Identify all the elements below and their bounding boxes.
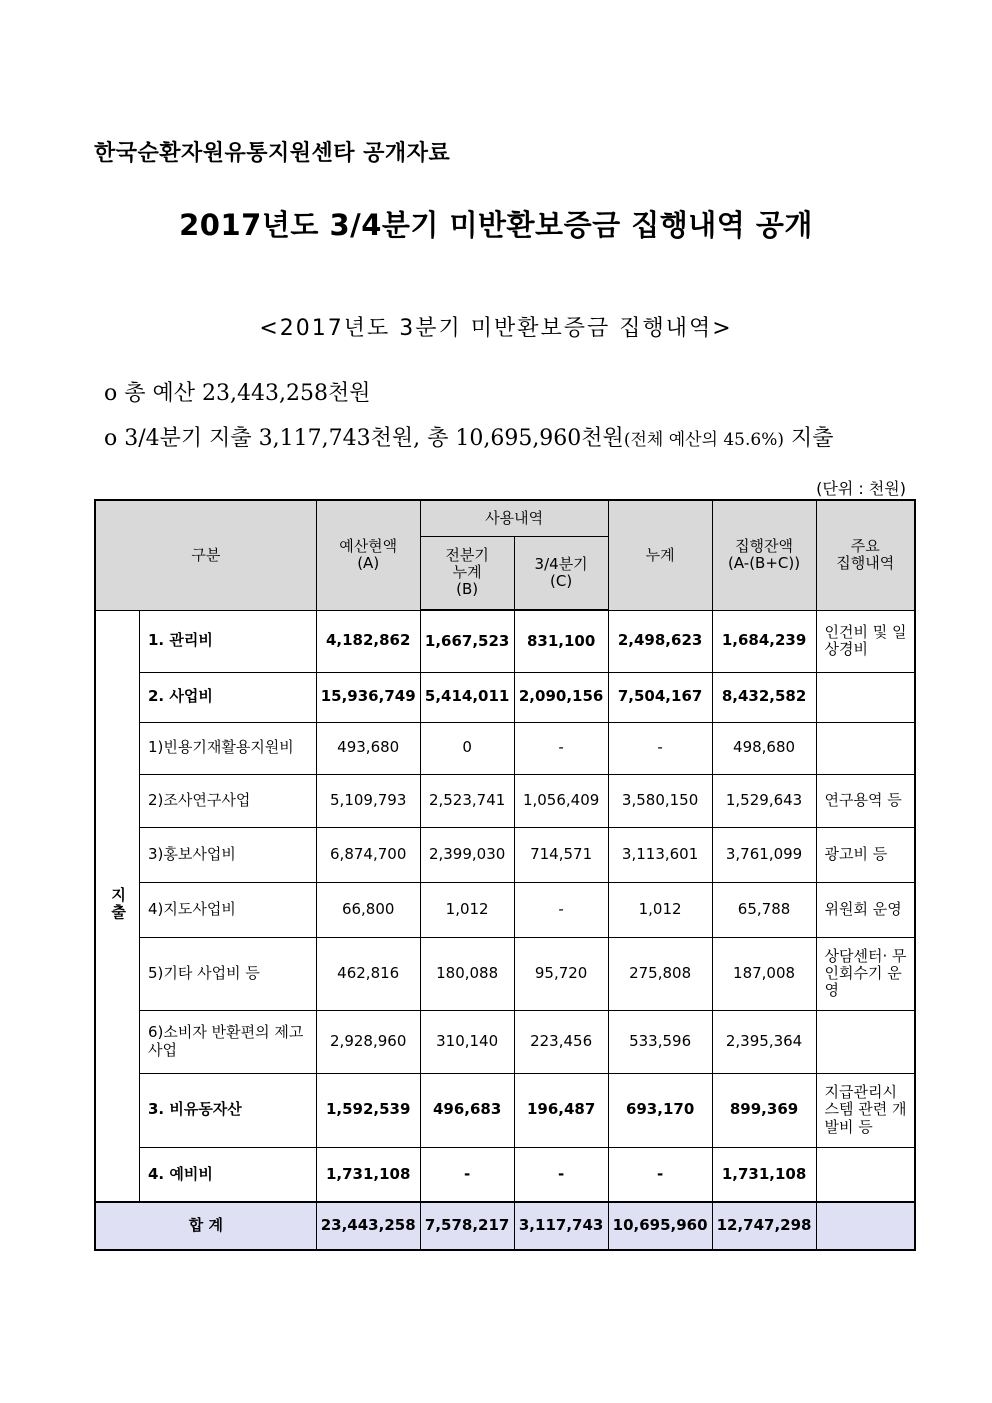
cell-q3: 95,720 [514,937,608,1010]
cell-balance: 187,008 [712,937,816,1010]
summary-spending-main: o 3/4분기 지출 3,117,743천원, 총 10,695,960천원 [104,426,624,451]
cell-balance: 498,680 [712,722,816,774]
cell-previous: 1,667,523 [420,610,514,672]
header-memo: 주요 집행내역 [816,500,915,610]
cell-memo: 연구용역 등 [816,774,915,827]
cell-memo [816,1010,915,1073]
cell-cumulative: - [608,722,712,774]
cell-cumulative: 3,580,150 [608,774,712,827]
cell-budget: 4,182,862 [316,610,420,672]
cell-cumulative: - [608,1147,712,1202]
row-label: 4. 예비비 [139,1147,316,1202]
table-row [95,1010,915,1073]
row-label: 2)조사연구사업 [139,774,316,827]
unit-label: (단위 : 천원) [816,479,906,498]
cell-previous: 496,683 [420,1073,514,1147]
table-row [95,610,915,672]
cell-budget: 1,731,108 [316,1147,420,1202]
cell-budget: 2,928,960 [316,1010,420,1073]
cell-cumulative: 1,012 [608,882,712,937]
header-balance: 집행잔액 (A-(B+C)) [712,500,816,610]
cell-previous: 5,414,011 [420,672,514,722]
cell-balance: 8,432,582 [712,672,816,722]
summary-spending-paren: (전체 예산의 45.6%) [623,430,784,450]
table-row [95,882,915,937]
cell-previous: 2,399,030 [420,827,514,882]
cell-memo [816,1147,915,1202]
side-label: 지출 [95,610,139,1202]
row-label: 6)소비자 반환편의 제고사업 [139,1010,316,1073]
organization-header: 한국순환자원유통지원센타 공개자료 [94,141,451,166]
header-usage: 사용내역 [420,500,608,536]
cell-q3: 2,090,156 [514,672,608,722]
total-label: 합 계 [95,1202,316,1250]
cell-budget: 1,592,539 [316,1073,420,1147]
table-row [95,1147,915,1202]
cell-previous: 0 [420,722,514,774]
expenditure-table [94,499,916,1251]
cell-previous: 310,140 [420,1010,514,1073]
cell-budget: 493,680 [316,722,420,774]
document-subtitle: <2017년도 3분기 미반환보증금 집행내역> [259,316,733,341]
cell-q3: - [514,722,608,774]
header-q3: 3/4분기 (C) [514,536,608,610]
cell-balance: 2,395,364 [712,1010,816,1073]
total-budget: 23,443,258 [316,1202,420,1250]
row-label: 5)기타 사업비 등 [139,937,316,1010]
cell-q3: 1,056,409 [514,774,608,827]
cell-memo [816,672,915,722]
cell-previous: 2,523,741 [420,774,514,827]
header-cumulative: 누계 [608,500,712,610]
row-label: 1)빈용기재활용지원비 [139,722,316,774]
cell-balance: 1,529,643 [712,774,816,827]
cell-cumulative: 533,596 [608,1010,712,1073]
row-label: 4)지도사업비 [139,882,316,937]
cell-budget: 462,816 [316,937,420,1010]
cell-cumulative: 693,170 [608,1073,712,1147]
row-label: 2. 사업비 [139,672,316,722]
table-row [95,827,915,882]
cell-cumulative: 3,113,601 [608,827,712,882]
header-category: 구분 [95,500,316,610]
cell-memo: 위원회 운영 [816,882,915,937]
cell-previous: - [420,1147,514,1202]
cell-budget: 66,800 [316,882,420,937]
cell-q3: 196,487 [514,1073,608,1147]
cell-memo: 인건비 및 일상경비 [816,610,915,672]
cell-q3: 223,456 [514,1010,608,1073]
cell-q3: - [514,882,608,937]
total-q3: 3,117,743 [514,1202,608,1250]
cell-balance: 899,369 [712,1073,816,1147]
total-memo [816,1202,915,1250]
row-label: 3)홍보사업비 [139,827,316,882]
cell-cumulative: 275,808 [608,937,712,1010]
cell-balance: 1,731,108 [712,1147,816,1202]
cell-q3: - [514,1147,608,1202]
total-row [95,1202,915,1250]
document-title: 2017년도 3/4분기 미반환보증금 집행내역 공개 [179,208,813,242]
summary-total-budget: o 총 예산 23,443,258천원 [104,381,371,406]
summary-spending [104,421,834,452]
cell-memo [816,722,915,774]
cell-q3: 714,571 [514,827,608,882]
total-previous: 7,578,217 [420,1202,514,1250]
cell-budget: 5,109,793 [316,774,420,827]
cell-budget: 15,936,749 [316,672,420,722]
cell-memo: 광고비 등 [816,827,915,882]
header-previous: 전분기 누계 (B) [420,536,514,610]
table-row [95,672,915,722]
cell-memo: 상담센터· 무인회수기 운영 [816,937,915,1010]
table-row [95,1073,915,1147]
cell-memo: 지급관리시스템 관련 개발비 등 [816,1073,915,1147]
cell-previous: 180,088 [420,937,514,1010]
header-budget: 예산현액 (A) [316,500,420,610]
cell-balance: 65,788 [712,882,816,937]
row-label: 3. 비유동자산 [139,1073,316,1147]
cell-budget: 6,874,700 [316,827,420,882]
cell-previous: 1,012 [420,882,514,937]
cell-balance: 1,684,239 [712,610,816,672]
table-row [95,937,915,1010]
summary-spending-tail: 지출 [784,426,834,451]
cell-cumulative: 7,504,167 [608,672,712,722]
table-row [95,722,915,774]
row-label: 1. 관리비 [139,610,316,672]
total-cumulative: 10,695,960 [608,1202,712,1250]
cell-q3: 831,100 [514,610,608,672]
cell-cumulative: 2,498,623 [608,610,712,672]
cell-balance: 3,761,099 [712,827,816,882]
total-balance: 12,747,298 [712,1202,816,1250]
table-row [95,774,915,827]
